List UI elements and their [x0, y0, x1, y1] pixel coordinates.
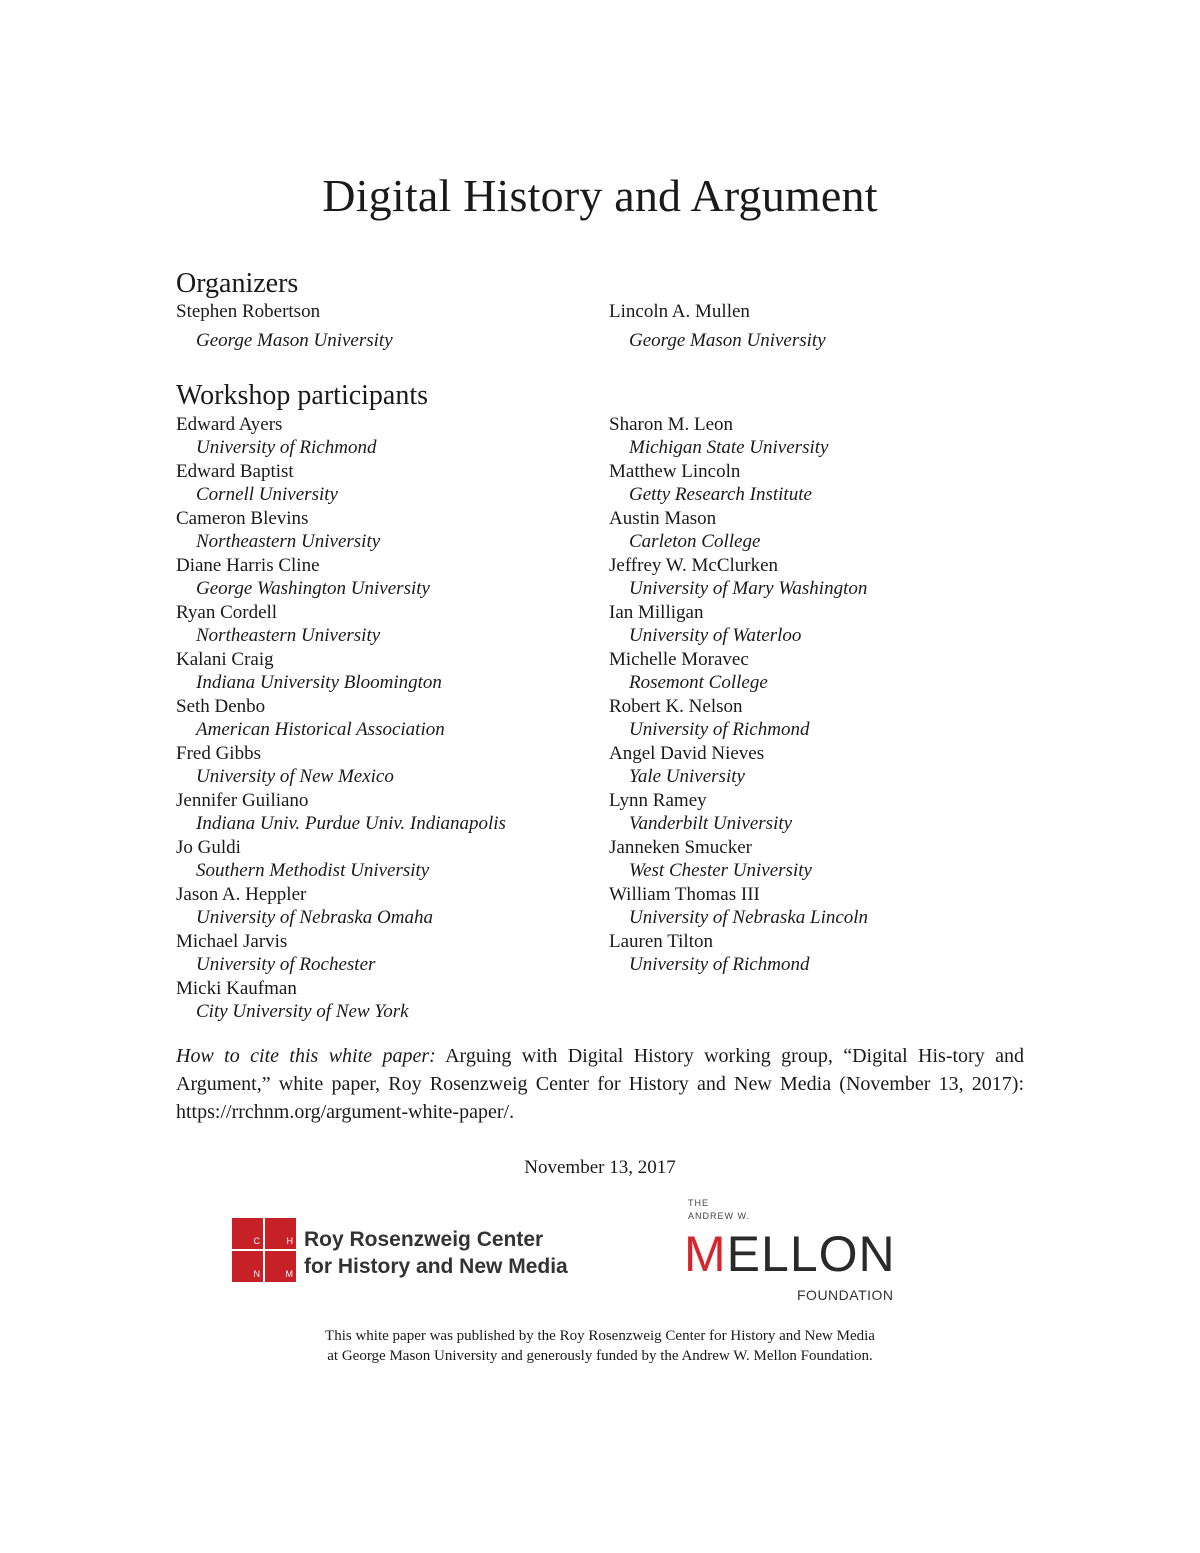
participant-name: Michelle Moravec	[609, 649, 749, 670]
participant-entry	[609, 554, 1009, 601]
participant-name: Fred Gibbs	[176, 743, 261, 764]
participant-name: Michael Jarvis	[176, 931, 288, 952]
participant-entry	[176, 601, 576, 648]
organizers-right	[609, 300, 1009, 353]
publication-date: November 13, 2017	[524, 1157, 676, 1178]
participant-institution: Vanderbilt University	[629, 813, 793, 834]
participant-institution: University of Richmond	[629, 719, 810, 740]
participant-institution: University of Nebraska Lincoln	[629, 907, 869, 928]
participant-institution: Rosemont College	[629, 672, 768, 693]
participant-entry	[609, 648, 1009, 695]
participant-institution: Carleton College	[629, 531, 761, 552]
mellon-wordmark-rest: ELLON	[726, 1226, 896, 1282]
mellon-the: THE	[688, 1198, 709, 1208]
participant-entry	[609, 507, 1009, 554]
footer-note	[0, 1326, 1200, 1366]
participant-institution: Yale University	[629, 766, 745, 787]
participant-entry	[609, 930, 1009, 977]
participants-right-column	[609, 413, 1009, 977]
participant-entry	[609, 883, 1009, 930]
page-title: Digital History and Argument	[322, 170, 878, 221]
participant-name: Micki Kaufman	[176, 978, 297, 999]
rrchnm-logo	[232, 1218, 582, 1284]
participant-name: Austin Mason	[609, 508, 717, 529]
rrchnm-logo-line2: for History and New Media	[304, 1255, 568, 1278]
participant-name: Kalani Craig	[176, 649, 274, 670]
participant-entry	[176, 977, 576, 1024]
participant-name: Matthew Lincoln	[609, 461, 741, 482]
participant-institution: Indiana University Bloomington	[196, 672, 442, 693]
participant-entry	[609, 413, 1009, 460]
participant-entry	[176, 413, 576, 460]
participant-entry	[176, 507, 576, 554]
organizer-institution: George Mason University	[629, 330, 826, 351]
citation-text: Arguing with Digital History working group, “Digital His-tory and Argument,” white paper, Roy Rosenzweig Center for History and New Media (November 13, 2017): https://rrchnm.org/argument-white-paper/.	[176, 1045, 1025, 1123]
participant-name: Sharon M. Leon	[609, 414, 734, 435]
participant-name: Cameron Blevins	[176, 508, 309, 529]
participant-name: Seth Denbo	[176, 696, 266, 717]
organizer-institution: George Mason University	[196, 330, 393, 351]
footer-line1: This white paper was published by the Roy Rosenzweig Center for History and New Media	[325, 1328, 875, 1344]
rrchnm-logo-text	[304, 1226, 568, 1280]
participant-entry	[176, 648, 576, 695]
participant-institution: University of Richmond	[196, 437, 377, 458]
participant-name: Jo Guldi	[176, 837, 241, 858]
participant-institution: University of Richmond	[629, 954, 810, 975]
mellon-andrew: ANDREW W.	[688, 1211, 750, 1221]
participants-heading: Workshop participants	[176, 380, 429, 411]
organizer-name: Stephen Robertson	[176, 301, 321, 322]
participant-institution: Cornell University	[196, 484, 338, 505]
participant-institution: Southern Methodist University	[196, 860, 430, 881]
participant-institution: University of Rochester	[196, 954, 376, 975]
participant-institution: City University of New York	[196, 1001, 409, 1022]
participant-entry	[176, 883, 576, 930]
footer-line2: at George Mason University and generously funded by the Andrew W. Mellon Foundation.	[327, 1348, 873, 1364]
participant-name: Lauren Tilton	[609, 931, 713, 952]
participant-entry	[609, 601, 1009, 648]
participant-name: Janneken Smucker	[609, 837, 752, 858]
participant-entry	[176, 554, 576, 601]
citation-lead: How to cite this white paper:	[176, 1045, 436, 1067]
participant-name: Diane Harris Cline	[176, 555, 320, 576]
participants-left-column	[176, 413, 576, 1024]
logo-letter: M	[265, 1251, 296, 1282]
participant-institution: Northeastern University	[196, 531, 381, 552]
participant-name: Ian Milligan	[609, 602, 704, 623]
participant-entry	[176, 695, 576, 742]
participant-entry	[176, 836, 576, 883]
participant-entry	[176, 742, 576, 789]
participant-name: Edward Ayers	[176, 414, 283, 435]
participant-entry	[609, 695, 1009, 742]
participant-entry	[176, 460, 576, 507]
participant-name: Lynn Ramey	[609, 790, 707, 811]
organizer-name: Lincoln A. Mullen	[609, 301, 750, 322]
participant-name: Jason A. Heppler	[176, 884, 307, 905]
participant-institution: American Historical Association	[196, 719, 445, 740]
participant-entry	[176, 789, 576, 836]
participant-institution: University of Mary Washington	[629, 578, 868, 599]
participant-institution: University of Waterloo	[629, 625, 802, 646]
organizers-heading: Organizers	[176, 268, 299, 299]
participant-name: Ryan Cordell	[176, 602, 278, 623]
organizers-left	[176, 300, 576, 353]
participant-entry	[609, 836, 1009, 883]
mellon-m-accent: M	[684, 1226, 727, 1282]
logo-letter: C	[232, 1218, 263, 1249]
participant-name: Angel David Nieves	[609, 743, 765, 764]
participant-institution: Northeastern University	[196, 625, 381, 646]
participant-institution: Getty Research Institute	[629, 484, 812, 505]
participant-institution: George Washington University	[196, 578, 430, 599]
logo-letter: H	[265, 1218, 296, 1249]
participant-name: Robert K. Nelson	[609, 696, 743, 717]
participant-name: Jeffrey W. McClurken	[609, 555, 779, 576]
rrchnm-logo-line1: Roy Rosenzweig Center	[304, 1228, 544, 1251]
mellon-wordmark	[684, 1226, 896, 1282]
logo-letter: N	[232, 1251, 263, 1282]
participant-institution: University of New Mexico	[196, 766, 394, 787]
mellon-foundation-label: FOUNDATION	[797, 1287, 894, 1303]
participant-institution: University of Nebraska Omaha	[196, 907, 433, 928]
participant-institution: West Chester University	[629, 860, 812, 881]
citation-paragraph	[176, 1042, 1024, 1126]
participant-entry	[609, 460, 1009, 507]
participant-entry	[176, 930, 576, 977]
participant-institution: Indiana Univ. Purdue Univ. Indianapolis	[196, 813, 506, 834]
chnm-grid-icon	[232, 1218, 296, 1282]
participant-institution: Michigan State University	[629, 437, 829, 458]
mellon-foundation-logo	[684, 1196, 924, 1306]
participant-entry	[609, 789, 1009, 836]
participant-name: Jennifer Guiliano	[176, 790, 309, 811]
participant-name: Edward Baptist	[176, 461, 294, 482]
participant-name: William Thomas III	[609, 884, 760, 905]
participant-entry	[609, 742, 1009, 789]
